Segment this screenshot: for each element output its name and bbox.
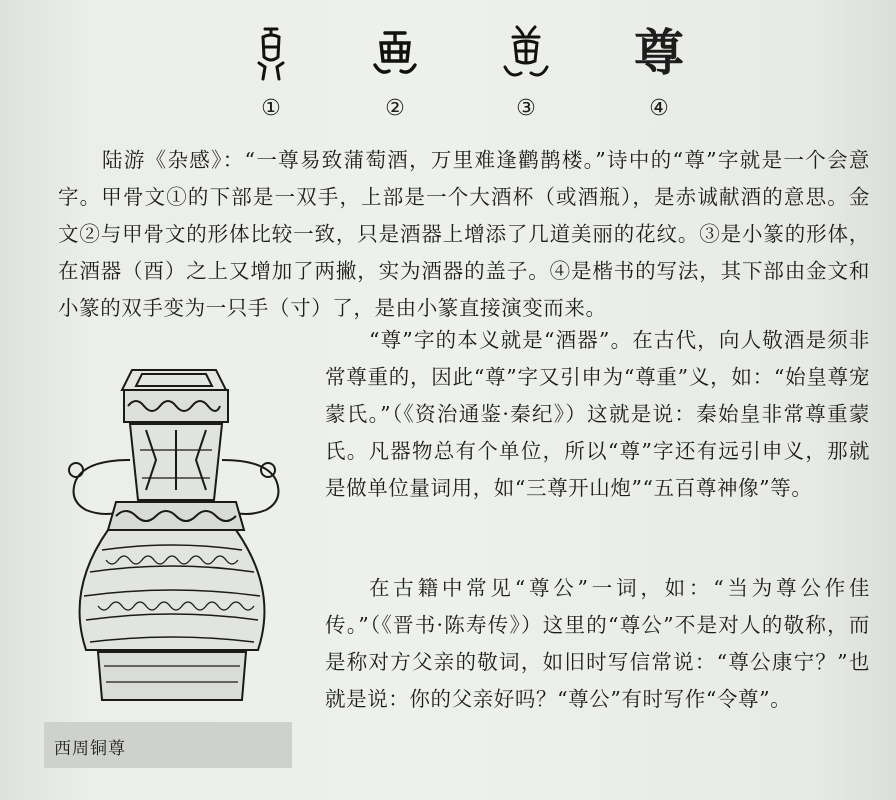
bronze-zun-icon (350, 22, 440, 84)
oracle-bone-zun-icon (226, 22, 316, 84)
small-seal-zun-icon (481, 22, 571, 84)
bronze-zun-vessel-illustration (46, 360, 298, 722)
figure-caption: 西周铜尊 (54, 739, 126, 759)
paragraph-etymology: 陆游《杂感》：“一尊易致蒲萄酒，万里难逢鹳鹊楼。”诗中的“尊”字就是一个会意字。甲骨文①的下部是一双手，上部是一个大酒杯（或酒瓶），是赤诚献酒的意思。金文②与甲骨文的形体比较一致，只是酒器上增添了几道美丽的花纹。③是小篆的形体，在酒器（酉）之上又增加了两撇，实为酒器的盖子。④是楷书的写法，其下部由金文和小篆的双手变为一只手（寸）了，是由小篆直接演变而来。 (58, 148, 870, 320)
small-seal-glyph (481, 22, 571, 121)
glyph-number: ① (261, 96, 281, 121)
regular-script-zun: 尊 (634, 23, 684, 82)
glyph-number: ③ (516, 96, 536, 121)
glyph-number: ② (385, 96, 405, 121)
regular-script-glyph (614, 22, 704, 121)
oracle-bone-glyph (226, 22, 316, 121)
paragraph-meaning: “尊”字的本义就是“酒器”。在古代，向人敬酒是须非常尊重的，因此“尊”字又引申为“尊重”义，如：“始皇尊宠蒙氏。”（《资治通鉴·秦纪》）这就是说：秦始皇非常尊重蒙氏。凡器物总有个单位，所以“尊”字还有远引申义，那就是做单位量词用，如“三尊开山炮”“五百尊神像”等。 (325, 328, 870, 500)
paragraph-zungong: 在古籍中常见“尊公”一词，如：“当为尊公作佳传。”（《晋书·陈寿传》）这里的“尊公”不是对人的敬称，而是称对方父亲的敬词，如旧时写信常说：“尊公康宁？”也就是说：你的父亲好吗？“尊公”有时写作“令尊”。 (325, 576, 870, 711)
glyph-number: ④ (649, 96, 669, 121)
figure-caption-box (44, 722, 292, 768)
glyph-evolution-row (0, 22, 896, 132)
bronze-script-glyph (350, 22, 440, 121)
